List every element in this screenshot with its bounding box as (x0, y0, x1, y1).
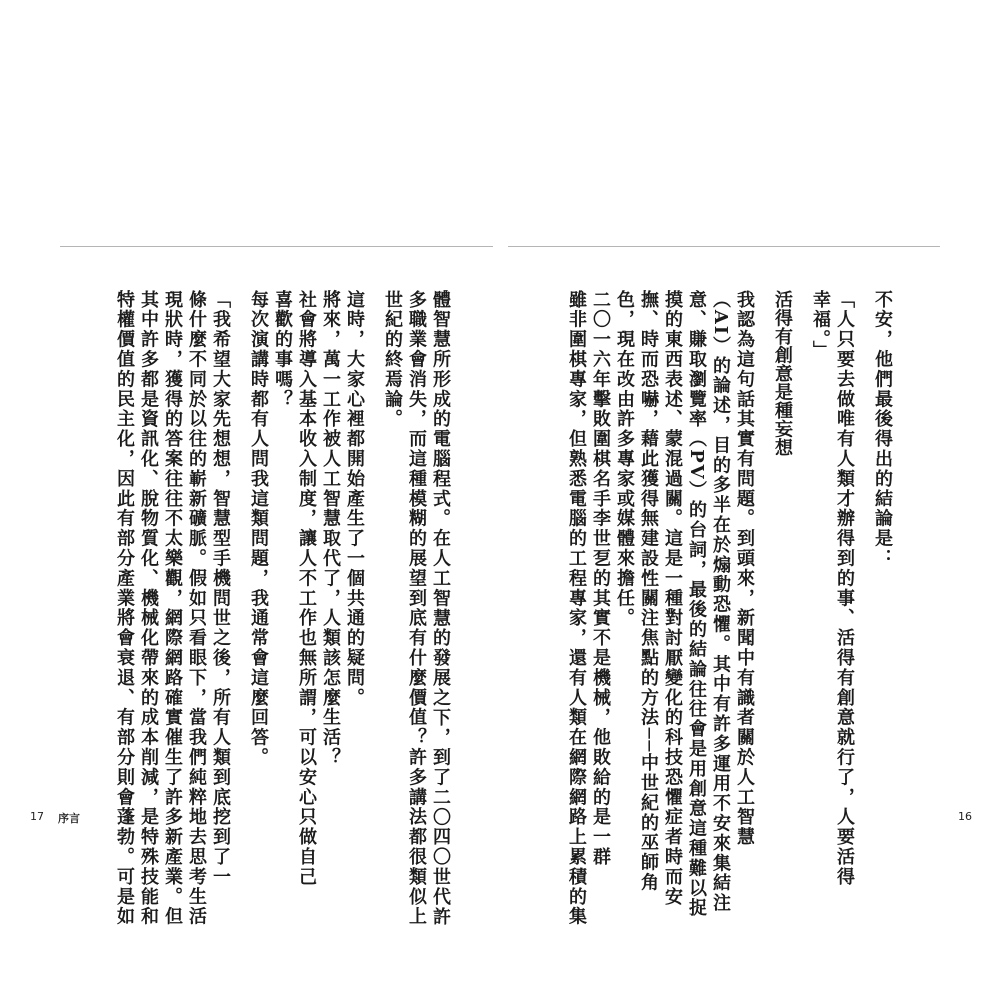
section-heading: 活得有創意是種妄想 (772, 290, 793, 457)
text-column: （AI）的論述，目的多半在於煽動恐懼。其中有許多運用不安來集結注 (710, 290, 731, 914)
text-column: 色，現在改由許多專家或媒體來擔任。 (614, 290, 635, 629)
text-column: 摸的東西表述、蒙混過關。這是一種對討厭變化的科技恐懼症者時而安 (662, 290, 683, 907)
text-column: 幸福。」 (810, 290, 831, 361)
right-page-number: 16 (958, 810, 972, 823)
body-text: 許多講法都很類似上 (406, 747, 427, 927)
text-column (380, 290, 404, 760)
text-column (160, 290, 184, 927)
body-text: 每次演講時都有人問我這類問題，我通常會這麼回答。 (248, 290, 269, 768)
text-column: 不安，他們最後得出的結論是： (872, 290, 893, 569)
text-column (318, 290, 342, 768)
body-text: 「我希望大家先想想，智慧型手機問世之後，所有人類到底挖到了一 (210, 290, 231, 887)
body-text: 將來，萬一工作被人工智慧取代了，人類該怎麼生活？ (320, 290, 341, 768)
text-column (342, 290, 366, 760)
body-text: 社會將導入基本收入制度，讓人不工作也無所謂，可以安心只做自己 (296, 290, 317, 887)
emphasized-text: 多職業會消失，而這種模糊的展望到底有什麼價值？ (406, 290, 427, 748)
body-text: 體智慧所形成的電腦程式。 (430, 290, 451, 529)
text-column (184, 290, 208, 927)
text-column (404, 290, 428, 927)
text-column: 「人只要去做唯有人類才辦得到的事、活得有創意就行了，人要活得 (834, 290, 855, 887)
text-column (246, 290, 270, 768)
emphasized-text: 在人工智慧的發展之下，到了二〇四〇世代許 (430, 528, 451, 927)
text-column (136, 290, 160, 927)
text-column: 我認為這句話其實有問題。到頭來，新聞中有識者關於人工智慧 (734, 290, 755, 848)
body-text: 喜歡的事嗎？ (272, 290, 293, 410)
text-column (208, 290, 232, 887)
body-text: 條什麼不同於以往的嶄新礦脈。假如只看眼下，當我們純粹地去思考生活 (186, 290, 207, 927)
section-title: 序言 (58, 812, 80, 825)
text-column (112, 290, 136, 927)
text-column: 意、賺取瀏覽率（PV）的台詞，最後的結論往往會是用創意這種難以捉 (686, 290, 707, 919)
body-text: 特權價值的民主化，因此有部分產業將會衰退、有部分則會蓬勃。可是如 (114, 290, 135, 927)
text-column (270, 290, 294, 760)
text-column: 雖非圍棋專家，但熟悉電腦的工程專家，還有人類在網際網路上累積的集 (566, 290, 587, 927)
header-rule-left-page (60, 246, 493, 247)
body-text: 現狀時，獲得的答案往往不太樂觀，網際網路確實催生了許多新產業。但 (162, 290, 183, 927)
body-text: 其中許多都是資訊化、脫物質化、機械化帶來的成本削減，是特殊技能和 (138, 290, 159, 927)
body-text: 世紀的終焉論。 (382, 290, 403, 430)
text-column (428, 290, 452, 927)
text-column: 二〇一六年擊敗圍棋名手李世乭的其實不是機械，他敗給的是一群 (590, 290, 611, 868)
text-column (294, 290, 318, 887)
header-rule-right-page (508, 246, 940, 247)
left-page-number: 17 (30, 810, 44, 823)
body-text: 這時，大家心裡都開始產生了一個共通的疑問。 (344, 290, 365, 708)
right-page-text (514, 290, 894, 927)
text-column: 撫、時而恐嚇，藉此獲得無建設性關注焦點的方法──中世紀的巫師角 (638, 290, 659, 893)
